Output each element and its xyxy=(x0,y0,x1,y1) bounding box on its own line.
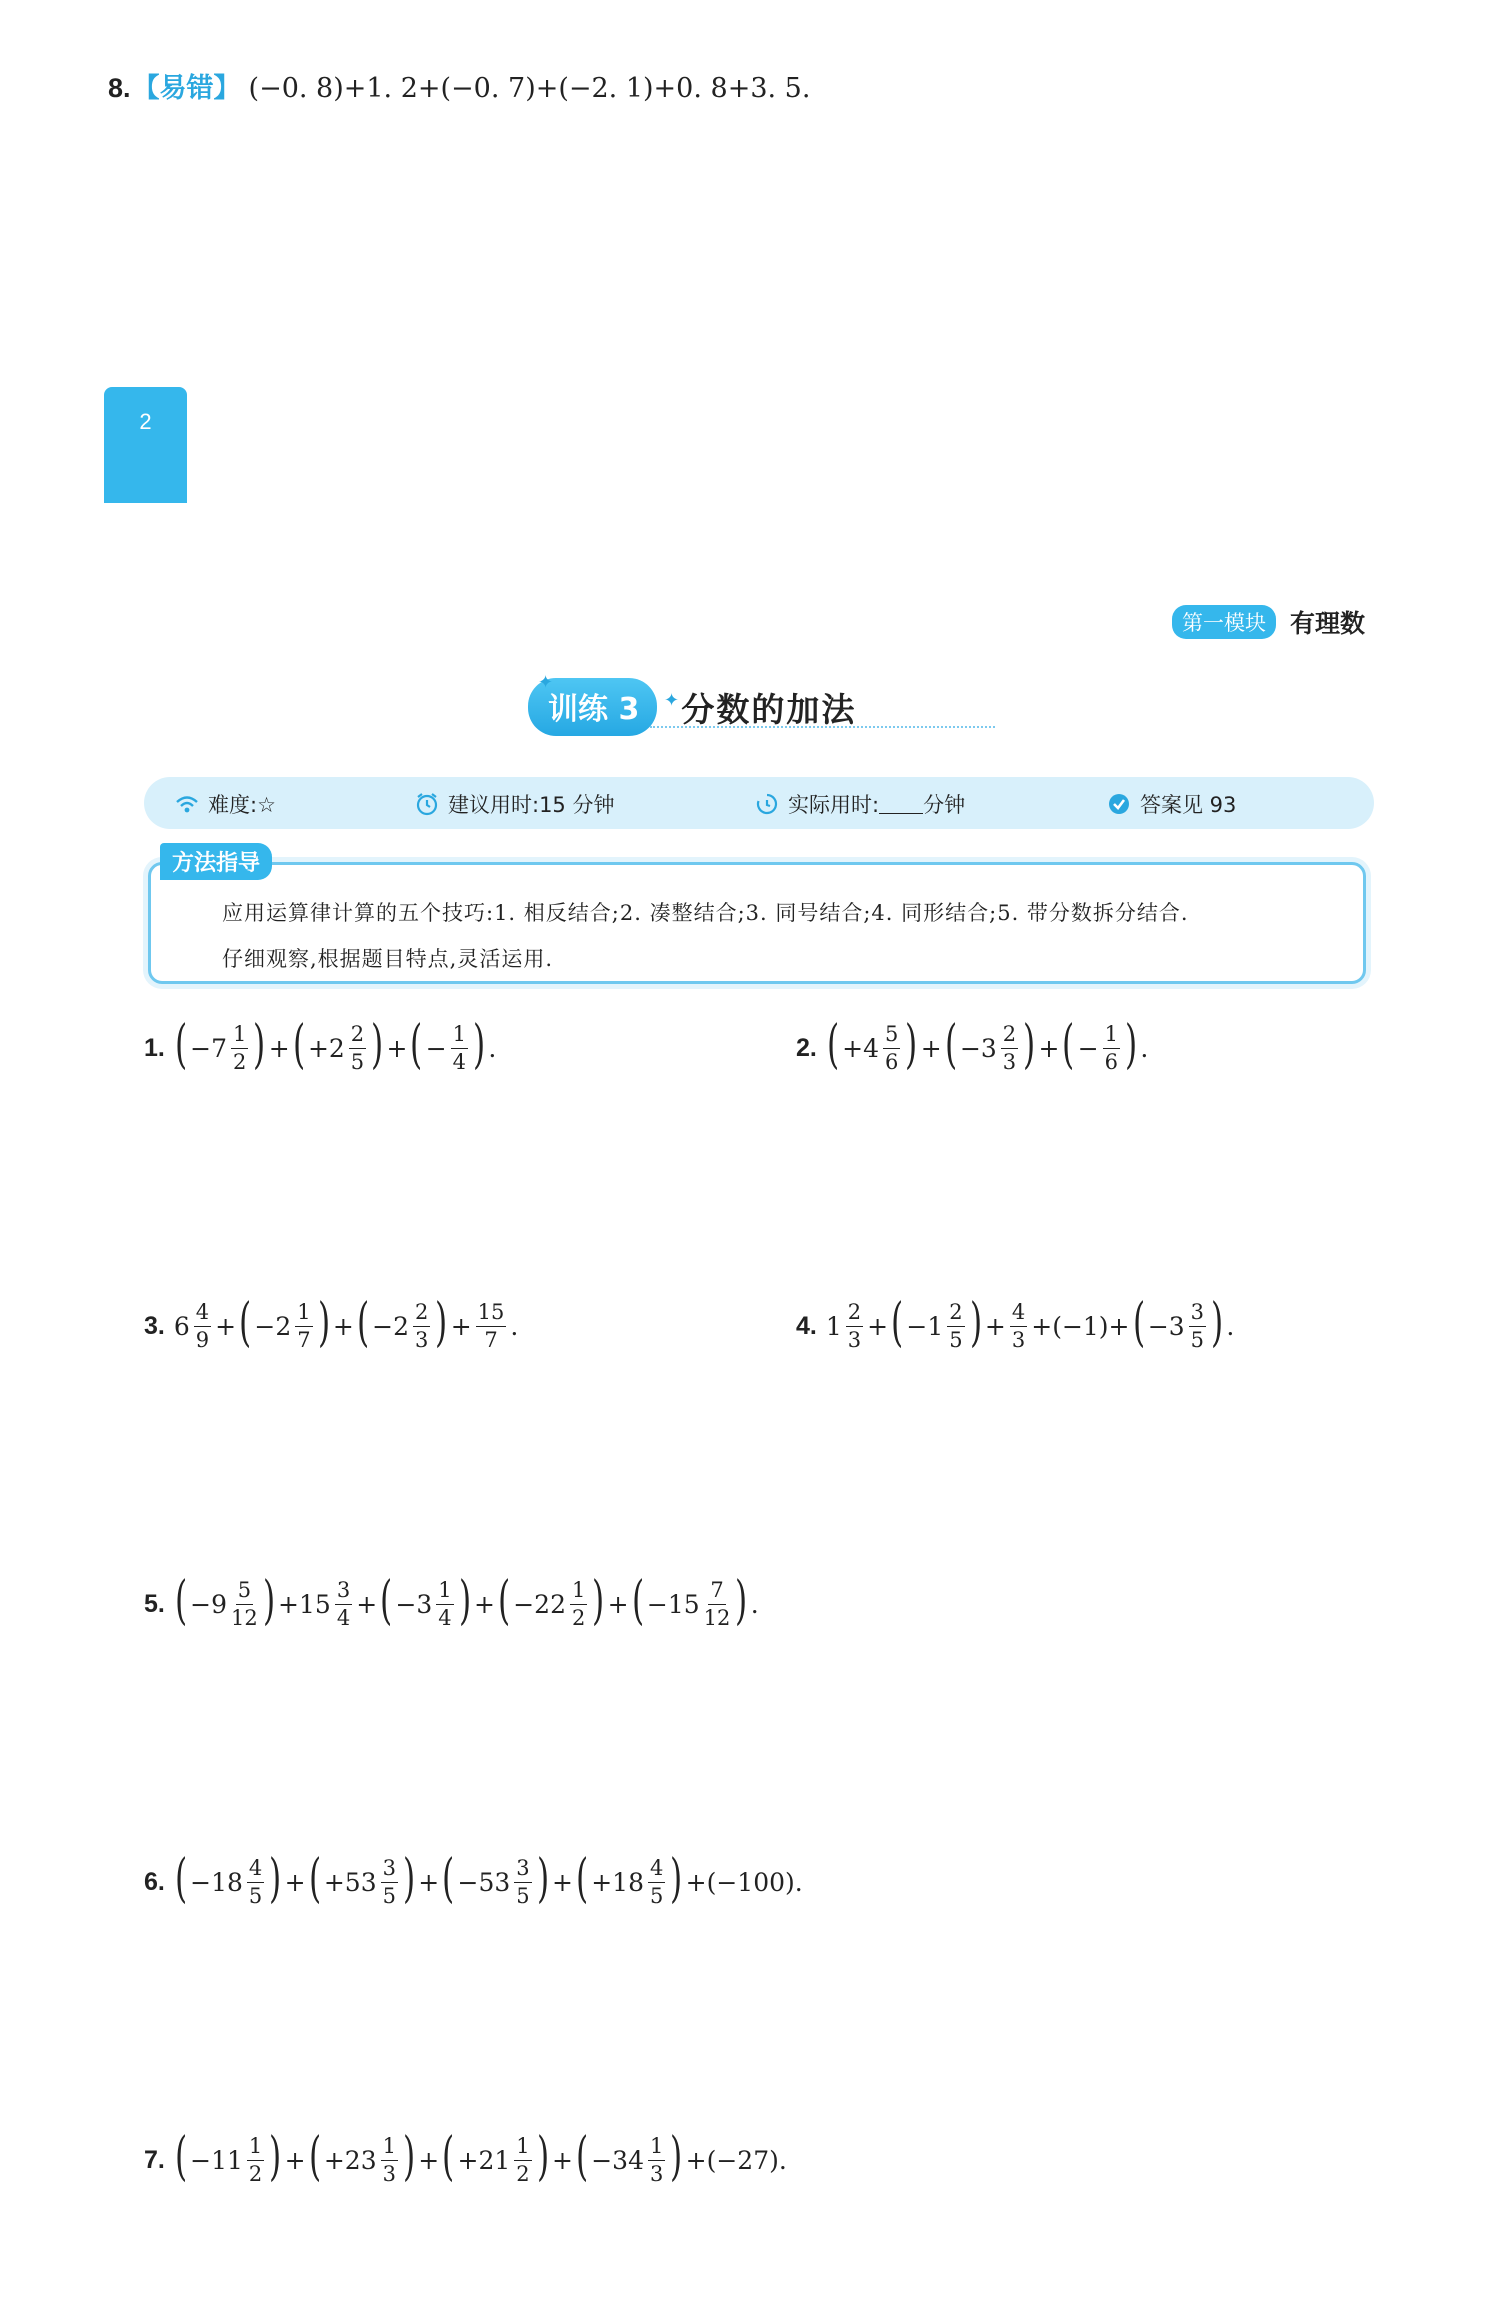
training-title: 分数的加法 xyxy=(681,689,857,729)
check-badge-icon xyxy=(1106,791,1132,817)
math-term: +(−27). xyxy=(685,2145,787,2175)
math-term: . xyxy=(1226,1311,1235,1341)
math-term: + xyxy=(551,2145,573,2175)
exercise-3 xyxy=(144,1293,519,1353)
math-term: 1 xyxy=(1103,1024,1120,1049)
math-term: −53 xyxy=(457,1867,511,1897)
parenthesis: ) xyxy=(473,1015,486,1075)
fraction xyxy=(570,1577,587,1630)
math-term: 2 xyxy=(349,1024,366,1049)
math-term: 2 xyxy=(1001,1024,1018,1049)
problem-expression: (−0. 8)+1. 2+(−0. 7)+(−2. 1)+0. 8+3. 5. xyxy=(248,73,811,104)
math-term: 2 xyxy=(413,1302,430,1327)
math-term: 4 xyxy=(247,1858,264,1883)
fraction xyxy=(335,1577,352,1630)
math-term: + xyxy=(386,1033,408,1063)
parenthesis: ) xyxy=(253,1015,266,1075)
fraction xyxy=(295,1299,312,1352)
math-term: −2 xyxy=(254,1311,292,1341)
fraction xyxy=(648,2133,665,2186)
math-term: +4 xyxy=(842,1033,880,1063)
math-term: 5 xyxy=(516,1883,530,1908)
module-badge: 第一模块 xyxy=(1172,605,1276,639)
parenthesis: ) xyxy=(1125,1015,1138,1075)
math-term: 2 xyxy=(947,1302,964,1327)
fraction xyxy=(247,2133,264,2186)
fraction xyxy=(1103,1021,1120,1074)
parenthesis: ( xyxy=(174,1015,188,1075)
training-label: 训练 3 xyxy=(528,678,657,736)
fraction xyxy=(1189,1299,1206,1352)
math-term: −3 xyxy=(1147,1311,1185,1341)
suggested-time xyxy=(414,789,614,819)
math-term: 12 xyxy=(703,1605,731,1630)
problem-number: 8. xyxy=(108,73,131,103)
math-term: . xyxy=(488,1033,497,1063)
math-term: + xyxy=(268,1033,290,1063)
page-number-tab xyxy=(104,387,187,503)
parenthesis: ( xyxy=(308,2127,321,2187)
parenthesis: ) xyxy=(371,1015,384,1075)
sparkle-icon: ✦ xyxy=(664,690,680,711)
math-term: 4 xyxy=(452,1049,467,1074)
math-term: 5 xyxy=(883,1024,900,1049)
math-term: 12 xyxy=(231,1605,258,1630)
parenthesis: ) xyxy=(735,1571,748,1631)
problem-8 xyxy=(108,66,810,105)
fraction xyxy=(648,1855,665,1908)
math-term: 2 xyxy=(846,1302,863,1327)
math-term: 3 xyxy=(381,1858,398,1883)
parenthesis: ) xyxy=(458,1571,471,1631)
fraction xyxy=(194,1299,211,1352)
math-term: 3 xyxy=(514,1858,531,1883)
math-term: + xyxy=(284,2145,306,2175)
math-term: −34 xyxy=(591,2145,644,2175)
math-term: 2 xyxy=(571,1605,586,1630)
math-term: +21 xyxy=(457,2145,511,2175)
math-term: −11 xyxy=(190,2145,243,2175)
parenthesis: ( xyxy=(442,2127,455,2187)
math-term: 1 xyxy=(514,2136,531,2161)
math-term: −3 xyxy=(959,1033,997,1063)
fraction xyxy=(947,1299,964,1352)
math-term: 3 xyxy=(335,1580,352,1605)
math-term: 6 xyxy=(173,1311,190,1341)
math-term: +15 xyxy=(278,1589,331,1619)
fraction xyxy=(247,1855,264,1908)
math-term: 1 xyxy=(451,1024,468,1049)
parenthesis: ) xyxy=(536,2127,549,2187)
math-term: −22 xyxy=(513,1589,566,1619)
page-number: 2 xyxy=(139,409,152,434)
math-term: − xyxy=(1077,1033,1099,1063)
actual-time-blank[interactable] xyxy=(879,795,923,814)
parenthesis: ( xyxy=(944,1015,957,1075)
method-line-2: 仔细观察,根据题目特点,灵活运用. xyxy=(222,947,554,971)
parenthesis: ( xyxy=(575,1849,589,1909)
math-term: +53 xyxy=(323,1867,377,1897)
math-term: + xyxy=(867,1311,889,1341)
math-term: −7 xyxy=(190,1033,228,1063)
math-term: 9 xyxy=(195,1327,210,1352)
math-term: 1 xyxy=(436,1580,453,1605)
math-term: −15 xyxy=(646,1589,700,1619)
math-term: + xyxy=(356,1589,378,1619)
parenthesis: ) xyxy=(262,1571,275,1631)
fraction xyxy=(1010,1299,1027,1352)
math-term: + xyxy=(984,1311,1006,1341)
actual-time-unit: 分钟 xyxy=(923,793,966,817)
parenthesis: ( xyxy=(1062,1015,1075,1075)
math-term: +2 xyxy=(307,1033,345,1063)
math-term: 3 xyxy=(1011,1327,1026,1352)
parenthesis: ) xyxy=(1023,1015,1036,1075)
fraction xyxy=(451,1021,468,1074)
fraction xyxy=(476,1299,507,1352)
parenthesis: ( xyxy=(826,1015,840,1075)
parenthesis: ) xyxy=(403,2127,416,2187)
answer-reference xyxy=(1106,789,1236,819)
math-term: 5 xyxy=(649,1883,664,1908)
answer-reference-text: 答案见 93 xyxy=(1140,793,1237,817)
parenthesis: ) xyxy=(1211,1293,1224,1353)
timer-icon xyxy=(754,791,780,817)
math-term: + xyxy=(1038,1033,1060,1063)
exercise-number: 2. xyxy=(796,1033,817,1062)
method-line-1: 应用运算律计算的五个技巧:1. 相反结合;2. 凑整结合;3. 同号结合;4. 同形结合;5. 带分数拆分结合. xyxy=(222,901,1189,925)
suggested-time-text: 建议用时:15 分钟 xyxy=(448,793,615,817)
difficulty-text: 难度:☆ xyxy=(208,793,276,817)
math-term: 1 xyxy=(570,1580,587,1605)
exercise-4 xyxy=(796,1293,1235,1353)
parenthesis: ( xyxy=(292,1015,305,1075)
math-term: 5 xyxy=(236,1580,253,1605)
exercise-number: 3. xyxy=(144,1311,165,1340)
math-term: 3 xyxy=(1189,1302,1206,1327)
fraction xyxy=(703,1577,731,1630)
fraction xyxy=(381,2133,398,2186)
fraction xyxy=(1001,1021,1018,1074)
parenthesis: ( xyxy=(174,1849,188,1909)
math-term: + xyxy=(418,2145,440,2175)
parenthesis: ( xyxy=(575,2127,589,2187)
math-term: +23 xyxy=(323,2145,377,2175)
math-term: 5 xyxy=(949,1327,963,1352)
parenthesis: ) xyxy=(969,1293,982,1353)
actual-time xyxy=(754,789,965,819)
math-term: +(−100). xyxy=(685,1867,803,1897)
exercise-2 xyxy=(796,1015,1149,1075)
math-term: 4 xyxy=(194,1302,211,1327)
math-term: + xyxy=(551,1867,573,1897)
math-term: 4 xyxy=(336,1605,351,1630)
math-term: + xyxy=(920,1033,942,1063)
math-term: −3 xyxy=(395,1589,433,1619)
parenthesis: ( xyxy=(497,1571,511,1631)
parenthesis: ) xyxy=(435,1293,448,1353)
math-term: 4 xyxy=(438,1605,452,1630)
wifi-icon xyxy=(174,791,200,817)
math-term: +18 xyxy=(591,1867,644,1897)
title-underline xyxy=(650,726,995,728)
module-header xyxy=(1172,604,1365,640)
math-term: + xyxy=(215,1311,237,1341)
exercise-7 xyxy=(144,2127,788,2187)
exercise-number: 7. xyxy=(144,2145,165,2174)
exercise-number: 5. xyxy=(144,1589,165,1618)
exercise-5 xyxy=(144,1571,760,1631)
math-term: 1 xyxy=(825,1311,842,1341)
math-term: 1 xyxy=(231,1024,248,1049)
parenthesis: ( xyxy=(891,1293,904,1353)
parenthesis: ) xyxy=(670,1849,683,1909)
parenthesis: ) xyxy=(269,1849,282,1909)
alarm-clock-icon xyxy=(414,791,440,817)
fraction xyxy=(413,1299,430,1352)
math-term: 3 xyxy=(415,1327,429,1352)
math-term: −1 xyxy=(906,1311,944,1341)
parenthesis: ( xyxy=(631,1571,644,1631)
method-guide-tag: 方法指导 xyxy=(160,843,272,880)
module-title: 有理数 xyxy=(1290,609,1366,638)
parenthesis: ( xyxy=(239,1293,252,1353)
math-term: −2 xyxy=(372,1311,410,1341)
math-term: 4 xyxy=(1010,1302,1027,1327)
parenthesis: ) xyxy=(592,1571,605,1631)
sparkle-icon: ✦ xyxy=(538,672,554,693)
method-guide-text xyxy=(222,890,1322,982)
exercise-1 xyxy=(144,1015,497,1075)
parenthesis: ( xyxy=(442,1849,455,1909)
math-term: + xyxy=(473,1589,495,1619)
fraction xyxy=(514,2133,531,2186)
math-term: 2 xyxy=(233,1049,247,1074)
parenthesis: ) xyxy=(269,2127,282,2187)
fraction xyxy=(514,1855,531,1908)
math-term: 7 xyxy=(708,1580,725,1605)
math-term: 5 xyxy=(248,1883,263,1908)
math-term: 2 xyxy=(516,2161,530,2186)
info-bar xyxy=(144,777,1374,829)
exercise-6 xyxy=(144,1849,804,1909)
parenthesis: ) xyxy=(403,1849,416,1909)
math-term: 5 xyxy=(1190,1327,1205,1352)
actual-time-label: 实际用时: xyxy=(788,793,880,817)
parenthesis: ) xyxy=(670,2127,683,2187)
math-term: 1 xyxy=(381,2136,398,2161)
math-term: 2 xyxy=(248,2161,263,2186)
math-term: 1 xyxy=(295,1302,312,1327)
math-term: 1 xyxy=(648,2136,665,2161)
math-term: 3 xyxy=(1002,1049,1017,1074)
fraction xyxy=(883,1021,900,1074)
math-term: 15 xyxy=(476,1302,507,1327)
math-term: 6 xyxy=(885,1049,899,1074)
parenthesis: ( xyxy=(174,1571,188,1631)
math-term: . xyxy=(750,1589,759,1619)
math-term: 3 xyxy=(382,2161,396,2186)
parenthesis: ( xyxy=(380,1571,393,1631)
fraction xyxy=(231,1577,258,1630)
math-term: 3 xyxy=(847,1327,862,1352)
math-term: + xyxy=(284,1867,306,1897)
math-term: − xyxy=(425,1033,447,1063)
error-prone-tag: 【易错】 xyxy=(132,73,241,104)
math-term: 1 xyxy=(247,2136,264,2161)
parenthesis: ( xyxy=(174,2127,188,2187)
parenthesis: ( xyxy=(356,1293,370,1353)
fraction xyxy=(231,1021,248,1074)
math-term: 7 xyxy=(484,1327,498,1352)
difficulty xyxy=(174,789,276,819)
exercise-number: 1. xyxy=(144,1033,165,1062)
math-term: 3 xyxy=(649,2161,664,2186)
parenthesis: ) xyxy=(905,1015,918,1075)
math-term: + xyxy=(418,1867,440,1897)
math-term: 6 xyxy=(1104,1049,1119,1074)
math-term: 7 xyxy=(297,1327,311,1352)
fraction xyxy=(381,1855,398,1908)
parenthesis: ( xyxy=(410,1015,423,1075)
fraction xyxy=(436,1577,453,1630)
fraction xyxy=(349,1021,366,1074)
math-term: +(−1)+ xyxy=(1031,1311,1130,1341)
math-term: 4 xyxy=(648,1858,665,1883)
math-term: 5 xyxy=(350,1049,365,1074)
math-term: −18 xyxy=(190,1867,243,1897)
math-term: . xyxy=(1140,1033,1149,1063)
parenthesis: ) xyxy=(536,1849,549,1909)
math-term: . xyxy=(510,1311,519,1341)
parenthesis: ( xyxy=(1132,1293,1145,1353)
parenthesis: ) xyxy=(317,1293,330,1353)
math-term: 5 xyxy=(382,1883,396,1908)
exercise-number: 4. xyxy=(796,1311,817,1340)
math-term: + xyxy=(607,1589,629,1619)
exercise-number: 6. xyxy=(144,1867,165,1896)
parenthesis: ( xyxy=(308,1849,321,1909)
math-term: + xyxy=(450,1311,472,1341)
math-term: −9 xyxy=(190,1589,228,1619)
math-term: + xyxy=(332,1311,354,1341)
fraction xyxy=(846,1299,863,1352)
